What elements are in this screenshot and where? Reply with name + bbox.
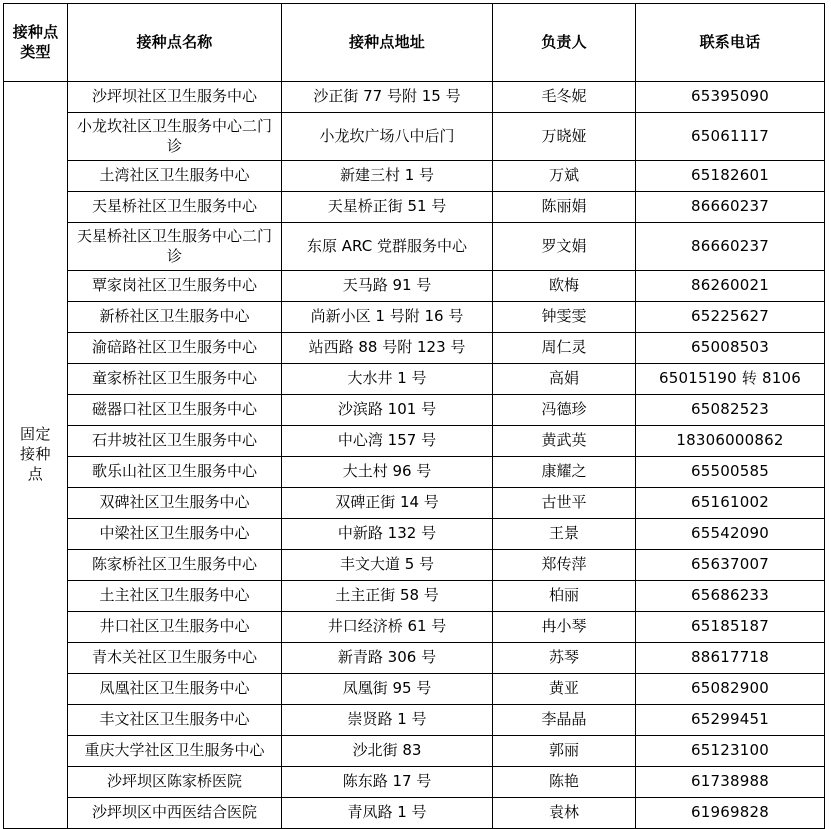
cell-site-address: 陈东路 17 号 xyxy=(282,767,493,798)
cell-site-name: 磁器口社区卫生服务中心 xyxy=(68,395,282,426)
cell-site-phone: 65395090 xyxy=(636,82,825,113)
cell-site-manager: 郑传萍 xyxy=(493,550,636,581)
table-row xyxy=(4,426,825,457)
cell-site-phone: 65061117 xyxy=(636,113,825,161)
cell-site-manager: 古世平 xyxy=(493,488,636,519)
cell-site-address: 沙滨路 101 号 xyxy=(282,395,493,426)
vaccination-sites-table xyxy=(3,3,825,829)
cell-site-type xyxy=(4,82,68,829)
cell-site-phone: 65225627 xyxy=(636,302,825,333)
cell-site-phone: 18306000862 xyxy=(636,426,825,457)
cell-site-manager: 冯德珍 xyxy=(493,395,636,426)
cell-site-manager: 高娟 xyxy=(493,364,636,395)
table-row xyxy=(4,674,825,705)
cell-site-manager: 罗文娟 xyxy=(493,223,636,271)
cell-site-manager: 万晓娅 xyxy=(493,113,636,161)
cell-site-name: 小龙坎社区卫生服务中心二门诊 xyxy=(68,113,282,161)
cell-site-phone: 65161002 xyxy=(636,488,825,519)
cell-site-manager: 万斌 xyxy=(493,161,636,192)
cell-site-address: 沙北街 83 xyxy=(282,736,493,767)
cell-site-manager: 欧梅 xyxy=(493,271,636,302)
cell-site-address: 大土村 96 号 xyxy=(282,457,493,488)
table-row xyxy=(4,519,825,550)
cell-site-name: 陈家桥社区卫生服务中心 xyxy=(68,550,282,581)
cell-site-name: 渝碚路社区卫生服务中心 xyxy=(68,333,282,364)
cell-site-address: 天星桥正街 51 号 xyxy=(282,192,493,223)
cell-site-address: 青凤路 1 号 xyxy=(282,798,493,829)
cell-site-name: 重庆大学社区卫生服务中心 xyxy=(68,736,282,767)
table-row xyxy=(4,736,825,767)
header-cell-name: 接种点名称 xyxy=(68,4,282,82)
cell-site-manager: 王景 xyxy=(493,519,636,550)
cell-site-phone: 86660237 xyxy=(636,192,825,223)
cell-site-manager: 李晶晶 xyxy=(493,705,636,736)
cell-site-phone: 65008503 xyxy=(636,333,825,364)
cell-site-phone: 65015190 转 8106 xyxy=(636,364,825,395)
cell-site-name: 土湾社区卫生服务中心 xyxy=(68,161,282,192)
table-row xyxy=(4,643,825,674)
cell-site-phone: 88617718 xyxy=(636,643,825,674)
cell-site-address: 中心湾 157 号 xyxy=(282,426,493,457)
table-row xyxy=(4,612,825,643)
header-row xyxy=(4,4,825,82)
header-cell-address: 接种点地址 xyxy=(282,4,493,82)
cell-site-phone: 65500585 xyxy=(636,457,825,488)
table-row xyxy=(4,364,825,395)
cell-site-address: 土主正街 58 号 xyxy=(282,581,493,612)
cell-site-manager: 郭丽 xyxy=(493,736,636,767)
table-body xyxy=(4,82,825,829)
cell-site-phone: 65542090 xyxy=(636,519,825,550)
cell-site-name: 覃家岗社区卫生服务中心 xyxy=(68,271,282,302)
cell-site-address: 尚新小区 1 号附 16 号 xyxy=(282,302,493,333)
cell-site-phone: 65123100 xyxy=(636,736,825,767)
cell-site-name: 石井坡社区卫生服务中心 xyxy=(68,426,282,457)
cell-site-name: 天星桥社区卫生服务中心二门诊 xyxy=(68,223,282,271)
cell-site-manager: 陈艳 xyxy=(493,767,636,798)
table-header xyxy=(4,4,825,82)
table-row xyxy=(4,395,825,426)
cell-site-address: 凤凰街 95 号 xyxy=(282,674,493,705)
cell-site-name: 双碑社区卫生服务中心 xyxy=(68,488,282,519)
cell-site-name: 沙坪坝区中西医结合医院 xyxy=(68,798,282,829)
table-row xyxy=(4,113,825,161)
cell-site-address: 站西路 88 号附 123 号 xyxy=(282,333,493,364)
table-row xyxy=(4,705,825,736)
cell-site-manager: 柏丽 xyxy=(493,581,636,612)
cell-site-address: 新建三村 1 号 xyxy=(282,161,493,192)
table-row xyxy=(4,161,825,192)
cell-site-phone: 61738988 xyxy=(636,767,825,798)
cell-site-phone: 65637007 xyxy=(636,550,825,581)
cell-site-address: 中新路 132 号 xyxy=(282,519,493,550)
cell-site-name: 井口社区卫生服务中心 xyxy=(68,612,282,643)
cell-site-name: 天星桥社区卫生服务中心 xyxy=(68,192,282,223)
cell-site-name: 童家桥社区卫生服务中心 xyxy=(68,364,282,395)
cell-site-address: 新青路 306 号 xyxy=(282,643,493,674)
table-row xyxy=(4,488,825,519)
cell-site-manager: 袁林 xyxy=(493,798,636,829)
cell-site-address: 井口经济桥 61 号 xyxy=(282,612,493,643)
cell-site-manager: 冉小琴 xyxy=(493,612,636,643)
cell-site-manager: 黄亚 xyxy=(493,674,636,705)
table-row xyxy=(4,82,825,113)
cell-site-phone: 65299451 xyxy=(636,705,825,736)
cell-site-address: 东原 ARC 党群服务中心 xyxy=(282,223,493,271)
cell-site-phone: 65182601 xyxy=(636,161,825,192)
cell-site-name: 中梁社区卫生服务中心 xyxy=(68,519,282,550)
cell-site-manager: 陈丽娟 xyxy=(493,192,636,223)
table-row xyxy=(4,581,825,612)
table-row xyxy=(4,302,825,333)
cell-site-name: 丰文社区卫生服务中心 xyxy=(68,705,282,736)
header-cell-type: 接种点类型 xyxy=(4,4,68,82)
cell-site-address: 双碑正街 14 号 xyxy=(282,488,493,519)
table-row xyxy=(4,457,825,488)
cell-site-manager: 苏琴 xyxy=(493,643,636,674)
cell-site-manager: 康耀之 xyxy=(493,457,636,488)
site-type-line: 点 xyxy=(27,464,44,483)
cell-site-address: 沙正街 77 号附 15 号 xyxy=(282,82,493,113)
table-row xyxy=(4,333,825,364)
cell-site-name: 凤凰社区卫生服务中心 xyxy=(68,674,282,705)
cell-site-manager: 黄武英 xyxy=(493,426,636,457)
cell-site-phone: 65082900 xyxy=(636,674,825,705)
cell-site-name: 沙坪坝区陈家桥医院 xyxy=(68,767,282,798)
table-row xyxy=(4,192,825,223)
cell-site-address: 丰文大道 5 号 xyxy=(282,550,493,581)
cell-site-name: 土主社区卫生服务中心 xyxy=(68,581,282,612)
cell-site-address: 小龙坎广场八中后门 xyxy=(282,113,493,161)
site-type-line: 接种 xyxy=(19,445,51,464)
site-type-line: 固定 xyxy=(19,425,51,444)
cell-site-name: 歌乐山社区卫生服务中心 xyxy=(68,457,282,488)
cell-site-phone: 65686233 xyxy=(636,581,825,612)
cell-site-phone: 86660237 xyxy=(636,223,825,271)
cell-site-manager: 钟雯雯 xyxy=(493,302,636,333)
table-row xyxy=(4,223,825,271)
table-row xyxy=(4,271,825,302)
cell-site-manager: 周仁灵 xyxy=(493,333,636,364)
table-row xyxy=(4,767,825,798)
cell-site-name: 青木关社区卫生服务中心 xyxy=(68,643,282,674)
header-cell-manager: 负责人 xyxy=(493,4,636,82)
cell-site-phone: 86260021 xyxy=(636,271,825,302)
cell-site-name: 新桥社区卫生服务中心 xyxy=(68,302,282,333)
cell-site-name: 沙坪坝社区卫生服务中心 xyxy=(68,82,282,113)
header-cell-phone: 联系电话 xyxy=(636,4,825,82)
table-row xyxy=(4,550,825,581)
cell-site-phone: 65082523 xyxy=(636,395,825,426)
cell-site-manager: 毛冬妮 xyxy=(493,82,636,113)
cell-site-address: 大水井 1 号 xyxy=(282,364,493,395)
cell-site-address: 天马路 91 号 xyxy=(282,271,493,302)
cell-site-address: 崇贤路 1 号 xyxy=(282,705,493,736)
cell-site-phone: 65185187 xyxy=(636,612,825,643)
cell-site-phone: 61969828 xyxy=(636,798,825,829)
table-row xyxy=(4,798,825,829)
